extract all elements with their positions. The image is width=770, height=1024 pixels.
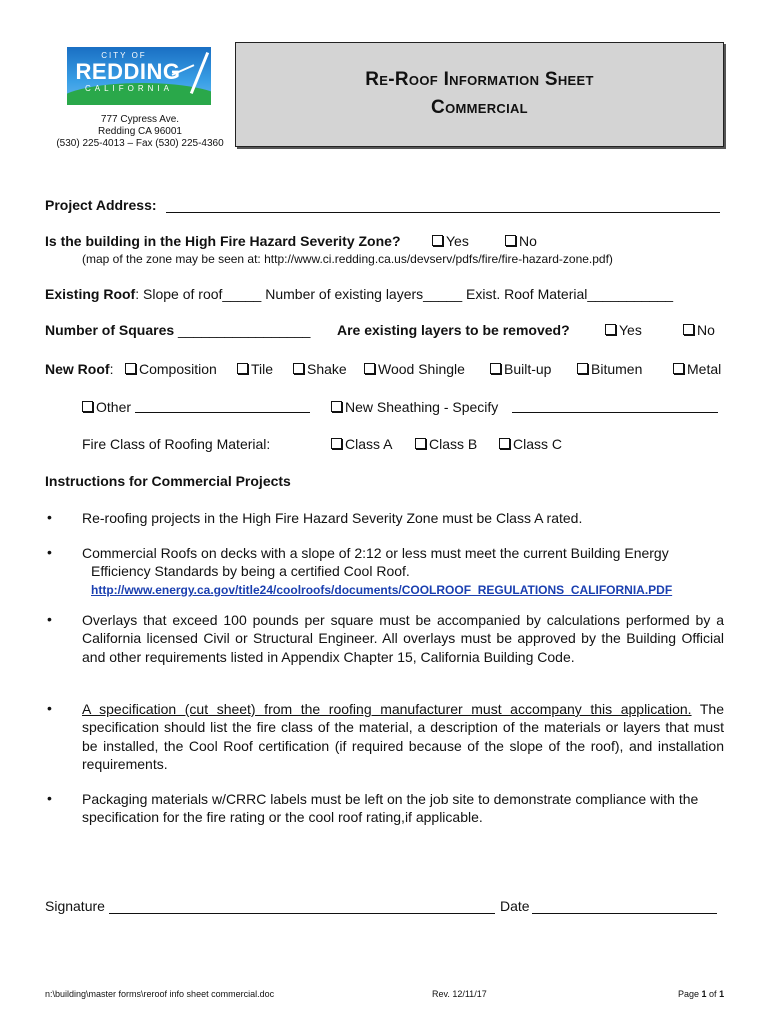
project-address-field[interactable]	[166, 199, 720, 213]
checkbox[interactable]	[577, 363, 588, 374]
checkbox[interactable]	[605, 324, 616, 335]
bullet: •	[47, 611, 52, 627]
instruction-item: Re-roofing projects in the High Fire Hazard Severity Zone must be Class A rated.	[82, 510, 583, 526]
instruction-item: Packaging materials w/CRRC labels must be left on the job site to demonstrate compliance with the specification for the fire rating or the cool roof rating,if applicable.	[82, 791, 699, 826]
logo-city-text: CITY OF	[101, 51, 147, 60]
signature-label: Signature	[45, 898, 105, 914]
bullet: •	[47, 544, 52, 560]
new-roof-wood-shingle-option[interactable]: Wood Shingle	[364, 361, 465, 377]
layers-removed-yes-option[interactable]: Yes	[605, 322, 642, 338]
existing-roof-fields[interactable]: : Slope of roof_____ Number of existing layers_____ Exist. Roof Material___________	[135, 286, 674, 302]
new-roof-tile-option[interactable]: Tile	[237, 361, 273, 377]
instructions-heading: Instructions for Commercial Projects	[45, 473, 291, 489]
new-roof-built-up-option[interactable]: Built-up	[490, 361, 551, 377]
footer-file-path: n:\building\master forms\reroof info sheet commercial.doc	[45, 989, 275, 999]
page-title: Re-Roof Information Sheet	[365, 69, 594, 90]
fire-zone-map-note: (map of the zone may be seen at: http://www.ci.redding.ca.us/devserv/pdfs/fire/fire-hazard-zone.pdf)	[82, 252, 613, 266]
page-subtitle: Commercial	[431, 97, 528, 118]
bullet: •	[47, 700, 52, 716]
instruction-item: Overlays that exceed 100 pounds per square must be accompanied by calculations performed by a California licensed Civil or Structural Engineer. All overlays must be approved by the Building Official and other requirements listed in Appendix Chapter 15, California Building Code.	[82, 612, 724, 665]
fire-class-label: Fire Class of Roofing Material:	[82, 436, 271, 452]
new-roof-metal-option[interactable]: Metal	[673, 361, 721, 377]
instruction-line: Efficiency Standards by being a certified Cool Roof.	[91, 563, 410, 580]
checkbox[interactable]	[490, 363, 501, 374]
logo-name-text: REDDING	[75, 59, 181, 84]
checkbox[interactable]	[331, 438, 342, 449]
new-sheathing-option[interactable]: New Sheathing - Specify	[331, 399, 498, 415]
checkbox[interactable]	[364, 363, 375, 374]
fire-zone-yes-option[interactable]: Yes	[432, 233, 469, 249]
layers-removed-question: Are existing layers to be removed?	[337, 322, 570, 338]
checkbox[interactable]	[499, 438, 510, 449]
checkbox[interactable]	[82, 401, 93, 412]
footer-revision: Rev. 12/11/17	[432, 989, 487, 999]
instruction-item	[82, 544, 724, 598]
date-label: Date	[500, 898, 530, 914]
other-specify-field[interactable]	[135, 399, 310, 413]
checkbox[interactable]	[432, 235, 443, 246]
instruction-item	[82, 700, 724, 774]
project-address-label: Project Address:	[45, 197, 157, 213]
logo-state-text: CALIFORNIA	[84, 84, 173, 93]
fire-zone-question: Is the building in the High Fire Hazard Severity Zone?	[45, 233, 401, 249]
new-sheathing-field[interactable]	[512, 399, 718, 413]
checkbox[interactable]	[125, 363, 136, 374]
footer-page-number: Page 1 of 1	[678, 989, 725, 999]
fire-class-a-option[interactable]: Class A	[331, 436, 392, 452]
cool-roof-regulations-link[interactable]: http://www.energy.ca.gov/title24/coolroofs/documents/COOLROOF_REGULATIONS_CALIFORNIA.PDF	[91, 582, 673, 597]
address-line: (530) 225-4013 – Fax (530) 225-4360	[56, 138, 224, 149]
address-line: 777 Cypress Ave.	[100, 114, 180, 125]
city-logo	[67, 47, 211, 105]
checkbox[interactable]	[505, 235, 516, 246]
city-address	[45, 114, 235, 150]
checkbox[interactable]	[415, 438, 426, 449]
new-roof-other-option[interactable]: Other	[82, 399, 131, 415]
new-roof-label-wrap: New Roof:	[45, 361, 114, 377]
checkbox[interactable]	[673, 363, 684, 374]
checkbox[interactable]	[683, 324, 694, 335]
new-roof-shake-option[interactable]: Shake	[293, 361, 347, 377]
bullet: •	[47, 790, 52, 806]
checkbox[interactable]	[293, 363, 304, 374]
new-roof-label: New Roof	[45, 361, 110, 377]
fire-class-c-option[interactable]: Class C	[499, 436, 562, 452]
instruction-line: Commercial Roofs on decks with a slope of 2:12 or less must meet the current Building Energy	[82, 545, 669, 561]
fire-zone-no-option[interactable]: No	[505, 233, 537, 249]
checkbox[interactable]	[237, 363, 248, 374]
instruction-underlined-text: A specification (cut sheet) from the roofing manufacturer must accompany this application.	[82, 701, 692, 717]
checkbox[interactable]	[331, 401, 342, 412]
new-roof-composition-option[interactable]: Composition	[125, 361, 217, 377]
bullet: •	[47, 509, 52, 525]
layers-removed-no-option[interactable]: No	[683, 322, 715, 338]
instruction-text: The specification should list the fire class of the material, a description of the materials or layers that must be installed, the Cool Roof certification (if required because of the slope of the roof), and installation requirements.	[82, 701, 724, 773]
address-line: Redding CA 96001	[98, 126, 182, 137]
number-of-squares-line[interactable]	[45, 322, 310, 338]
date-field[interactable]	[532, 900, 717, 914]
existing-roof-line[interactable]	[45, 286, 673, 302]
fire-class-b-option[interactable]: Class B	[415, 436, 477, 452]
title-box	[235, 42, 724, 147]
number-of-squares-label: Number of Squares	[45, 322, 175, 338]
number-of-squares-field[interactable]: _________________	[178, 322, 311, 338]
signature-field[interactable]	[109, 900, 495, 914]
new-roof-bitumen-option[interactable]: Bitumen	[577, 361, 642, 377]
existing-roof-label: Existing Roof	[45, 286, 136, 302]
